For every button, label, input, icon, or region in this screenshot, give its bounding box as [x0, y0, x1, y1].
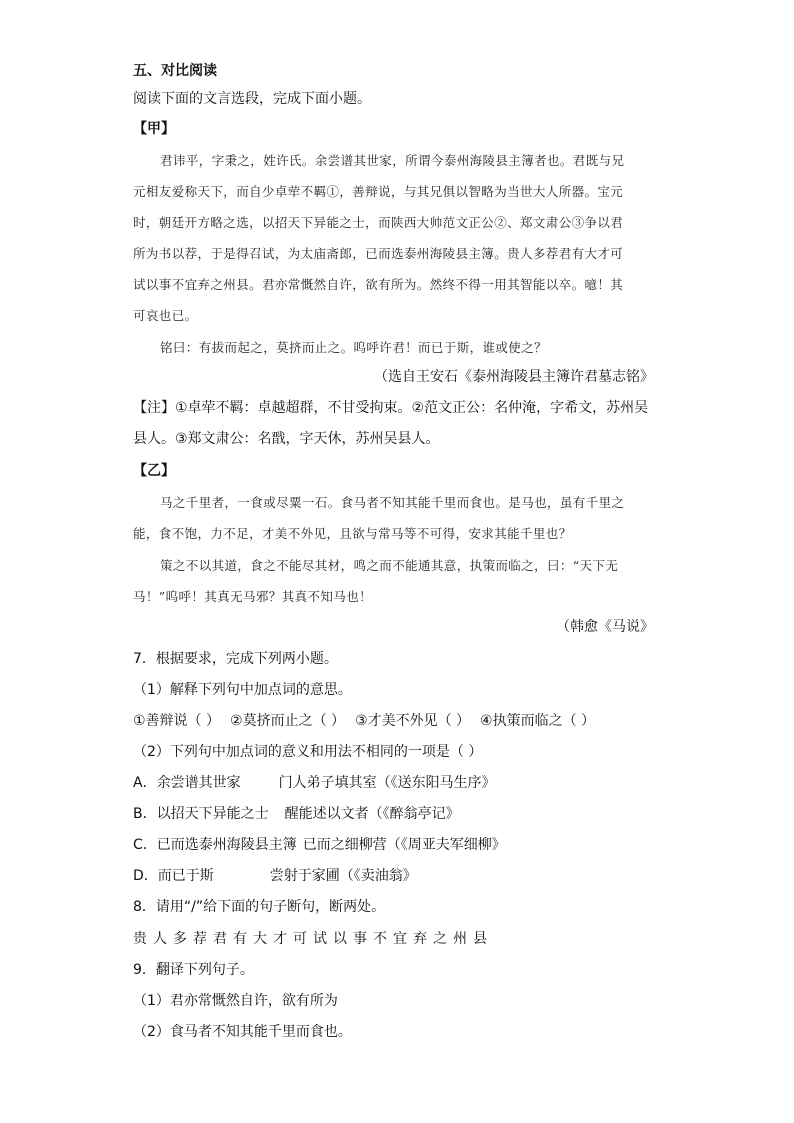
- option-left: B．以招天下异能之士: [133, 806, 269, 822]
- passage-yi-label: 【乙】: [133, 463, 175, 479]
- passage-yi-line: 策之不以其道，食之不能尽其材，鸣之而不能通其意，执策而临之，曰：“天下无: [160, 558, 619, 573]
- question-7-item: ②莫挤而止之（ ）: [230, 713, 346, 729]
- question-7-sub1: （1）解释下列句中加点词的意思。: [133, 682, 352, 698]
- passage-jia-line: 时，朝廷开方略之选，以招天下异能之士，而陕西大帅范文正公②、郑文肃公③争以君: [133, 215, 624, 230]
- question-7-option-b: [133, 804, 460, 824]
- option-left: D．而已于斯: [133, 868, 214, 884]
- question-8-stem: 8．请用“/”给下面的句子断句，断两处。: [133, 899, 386, 915]
- question-7-item: ④执策而临之（ ）: [480, 713, 596, 729]
- question-8-sentence: 贵人多荐君有大才可试以事不宜弃之州县: [133, 931, 493, 947]
- option-right: 门人弟子填其室（《送东阳马生序》: [278, 775, 496, 791]
- passage-jia-label: 【甲】: [133, 121, 175, 137]
- passage-jia-line: 君讳平，字秉之，姓许氏。余尝谱其世家，所谓今泰州海陵县主簿者也。君既与兄: [160, 153, 625, 168]
- question-9-sentence-2: （2）食马者不知其能千里而食也。: [133, 1024, 352, 1040]
- section-instruction: 阅读下面的文言选段，完成下面小题。: [133, 91, 371, 107]
- option-left: A．余尝谱其世家: [133, 775, 241, 791]
- question-7-option-c: [133, 835, 506, 855]
- question-7-item: ①善辩说（ ）: [133, 713, 221, 729]
- passage-yi-line: 能，食不饱，力不足，才美不外见，且欲与常马等不可得，安求其能千里也？: [133, 526, 572, 541]
- option-right: 尝射于家圃（《卖油翁》: [269, 868, 417, 884]
- question-7-option-a: [133, 773, 496, 793]
- passage-jia-line: 试以事不宜弃之州县。君亦常慨然自许，欲有所为。然终不得一用其智能以卒。噫！其: [133, 277, 624, 292]
- passage-yi-line: 马！”呜呼！其真无马邪？其真不知马也！: [133, 589, 372, 604]
- notes-line: 县人。③郑文肃公：名戬，字天休，苏州吴县人。: [133, 431, 440, 447]
- passage-jia-line: 可哀也已。: [133, 308, 198, 323]
- option-left: C．已而选泰州海陵县主簿: [133, 837, 297, 853]
- question-7-option-d: [133, 866, 417, 886]
- option-right: 已而之细柳营（《周亚夫军细柳》: [302, 837, 506, 853]
- question-9-sentence-1: （1）君亦常慨然自许，欲有所为: [133, 993, 338, 1009]
- question-7-item: ③才美不外见（ ）: [355, 713, 471, 729]
- question-9-stem: 9．翻译下列句子。: [133, 962, 254, 978]
- question-7-stem: 7．根据要求，完成下列两小题。: [133, 651, 338, 667]
- passage-jia-line: 元相友爱称天下，而自少卓荦不羁①，善辩说，与其兄俱以智略为当世大人所器。宝元: [133, 184, 624, 199]
- passage-yi-line: 马之千里者，一食或尽粟一石。食马者不知其能千里而食也。是马也，虽有千里之: [160, 495, 625, 510]
- question-7-items: [133, 711, 595, 731]
- section-title: 五、对比阅读: [133, 63, 217, 79]
- passage-jia-source: （选自王安石《泰州海陵县主簿许君墓志铭》: [374, 369, 654, 385]
- passage-yi-source: （韩愈《马说》: [556, 619, 654, 635]
- passage-jia-line: 所为书以荐，于是得召试，为太庙斋郎，已而选泰州海陵县主簿。贵人多荐君有大才可: [133, 246, 624, 261]
- passage-jia-inscription: 铭曰：有拔而起之，莫挤而止之。呜呼许君！而已于斯，谁或使之？: [160, 340, 548, 355]
- option-right: 醒能述以文者（《醉翁亭记》: [284, 806, 460, 822]
- notes-line: 【注】①卓荦不羁：卓越超群，不甘受拘束。②范文正公：名仲淹，字希文，苏州吴: [133, 400, 649, 416]
- question-7-sub2: （2）下列句中加点词的意义和用法不相同的一项是（ ）: [133, 744, 483, 760]
